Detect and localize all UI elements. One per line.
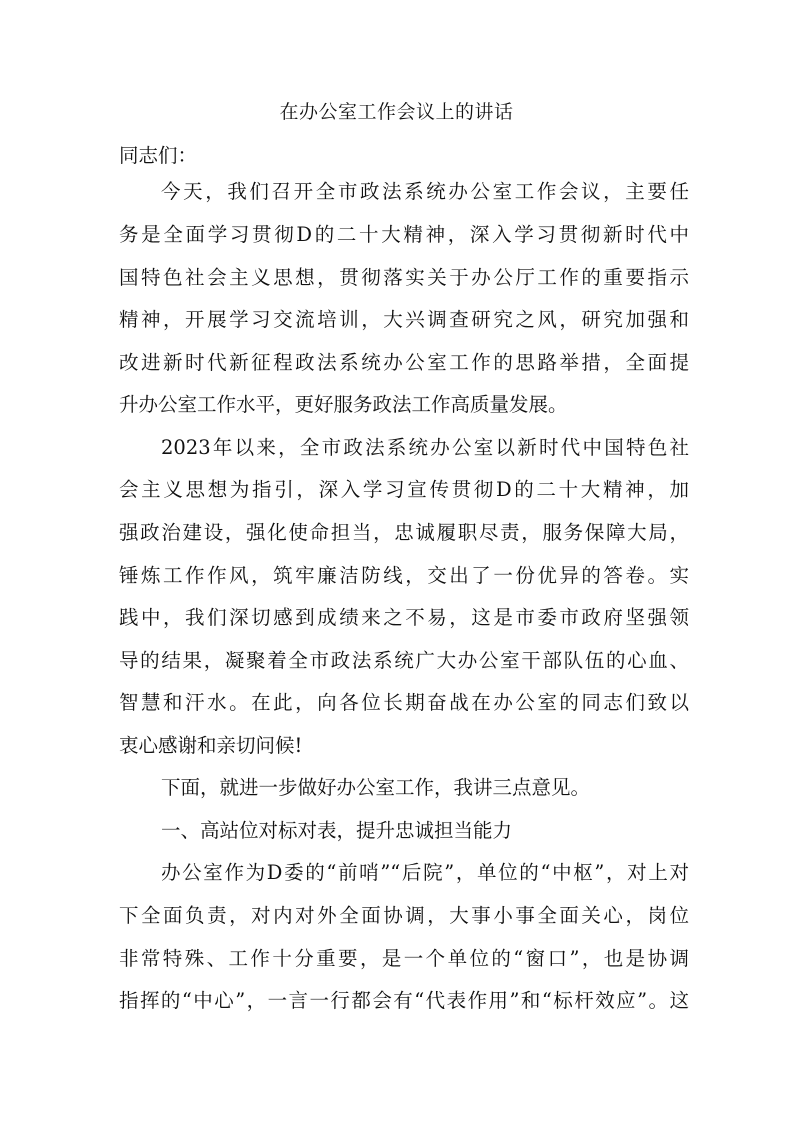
paragraph-line: 国特色社会主义思想，贯彻落实关于办公厅工作的重要指示 — [119, 266, 689, 289]
paragraph-line: 精神，开展学习交流培训，大兴调查研究之风，研究加强和 — [119, 308, 689, 331]
paragraph-line: 导的结果，凝聚着全市政法系统广大办公室干部队伍的心血、 — [119, 649, 689, 672]
paragraph-line: 改进新时代新征程政法系统办公室工作的思路举措，全面提 — [119, 351, 689, 374]
paragraph-line: 强政治建设，强化使命担当，忠诚履职尽责，服务保障大局， — [119, 521, 689, 544]
paragraph-line: 2023年以来，全市政法系统办公室以新时代中国特色社 — [161, 436, 689, 459]
paragraph-line: 办公室作为D委的“前哨”“后院”，单位的“中枢”，对上对 — [161, 861, 689, 884]
paragraph-line: 今天，我们召开全市政法系统办公室工作会议，主要任 — [161, 180, 689, 203]
paragraph-line: 升办公室工作水平，更好服务政法工作高质量发展。 — [119, 393, 568, 416]
paragraph-line: 下面，就进一步做好办公室工作，我讲三点意见。 — [161, 776, 591, 799]
paragraph-line: 践中，我们深切感到成绩来之不易，这是市委市政府坚强领 — [119, 606, 689, 629]
paragraph-line: 会主义思想为指引，深入学习宣传贯彻D的二十大精神，加 — [119, 478, 689, 501]
document-title: 在办公室工作会议上的讲话 — [279, 101, 514, 123]
paragraph-line: 指挥的“中心”，一言一行都会有“代表作用”和“标杆效应”。这 — [119, 989, 689, 1012]
paragraph-line: 智慧和汗水。在此，向各位长期奋战在办公室的同志们致以 — [119, 691, 689, 714]
section-heading: 一、高站位对标对表，提升忠诚担当能力 — [161, 819, 513, 842]
paragraph-line: 务是全面学习贯彻D的二十大精神，深入学习贯彻新时代中 — [119, 223, 689, 246]
salutation: 同志们： — [119, 144, 198, 167]
paragraph-line: 衷心感谢和亲切问候! — [119, 734, 303, 757]
paragraph-line: 非常特殊、工作十分重要，是一个单位的“窗口”，也是协调 — [119, 947, 689, 970]
paragraph-line: 锤炼工作作风，筑牢廉洁防线，交出了一份优异的答卷。实 — [119, 564, 689, 587]
paragraph-line: 下全面负责，对内对外全面协调，大事小事全面关心，岗位 — [119, 904, 689, 927]
